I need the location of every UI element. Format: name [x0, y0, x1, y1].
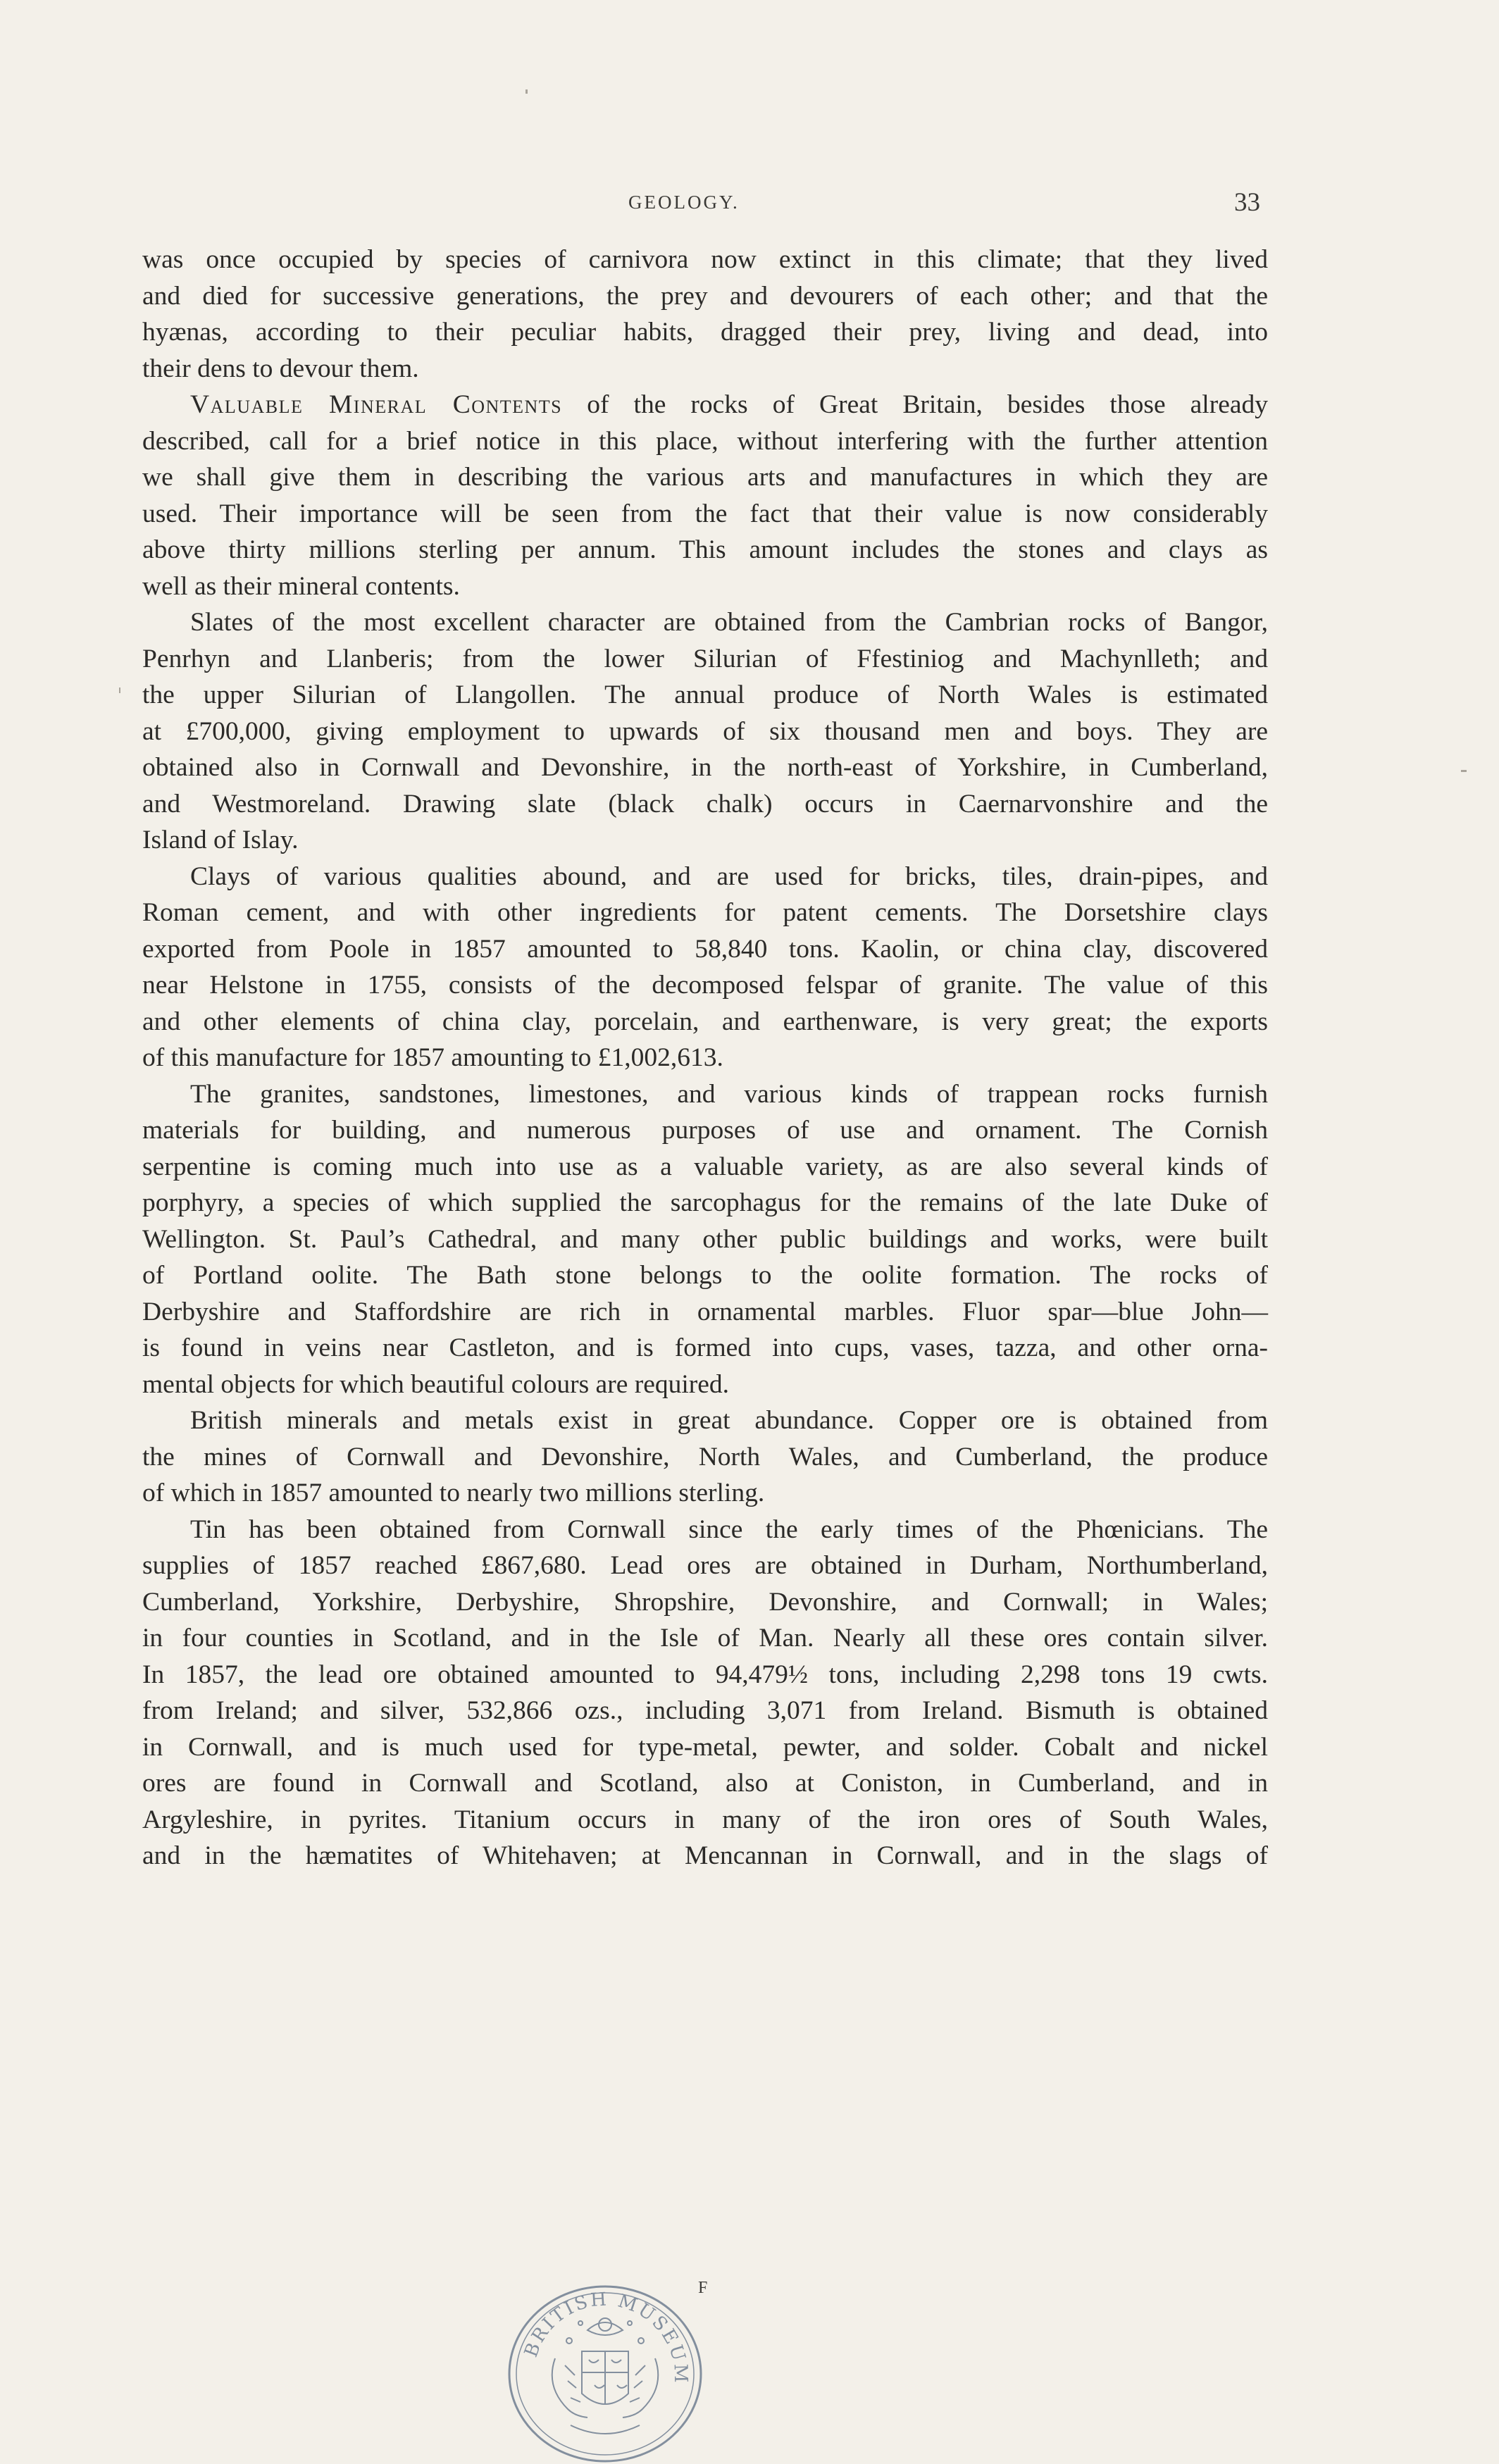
text-line-content: and Westmoreland. Drawing slate (black chalk) occurs in Caernarvonshire and the — [142, 789, 1268, 819]
text-line — [142, 1221, 1268, 1258]
signature-mark: F — [698, 2279, 708, 2297]
text-line — [142, 568, 1268, 605]
text-line-content: of which in 1857 amounted to nearly two millions sterling. — [142, 1479, 765, 1507]
text-line — [142, 242, 1268, 278]
text-line-content: mental objects for which beautiful colours are required. — [142, 1369, 730, 1399]
text-line — [142, 1367, 1268, 1403]
text-line — [142, 604, 1268, 641]
text-line — [142, 677, 1268, 714]
body-text — [142, 242, 1268, 1874]
text-line — [142, 351, 1268, 387]
text-line-content: The granites, sandstones, limestones, and various kinds of trappean rocks furnish — [190, 1079, 1268, 1109]
text-line — [142, 967, 1268, 1004]
text-line — [142, 822, 1268, 859]
text-line-content: of Portland oolite. The Bath stone belongs to the oolite formation. The rocks of — [142, 1261, 1268, 1290]
text-line-content: described, call for a brief notice in this place, without interfering with the further attention — [142, 426, 1268, 456]
text-line — [142, 1548, 1268, 1584]
text-line-content: In 1857, the lead ore obtained amounted to 94,479½ tons, including 2,298 tons 19 cwts. — [142, 1660, 1268, 1689]
text-line-content: Cumberland, Yorkshire, Derbyshire, Shropshire, Devonshire, and Cornwall; in Wales; — [142, 1587, 1268, 1617]
text-line — [142, 1330, 1268, 1367]
text-line-content: above thirty millions sterling per annum. This amount includes the stones and clays as — [142, 535, 1268, 564]
text-line-content: the upper Silurian of Llangollen. The annual produce of North Wales is estimated — [142, 680, 1268, 709]
text-line-content: and other elements of china clay, porcelain, and earthenware, is very great; the exports — [142, 1007, 1268, 1036]
text-line — [142, 1040, 1268, 1076]
text-line-content: Tin has been obtained from Cornwall since the early times of the Phœnicians. The — [190, 1514, 1268, 1544]
text-line — [142, 1185, 1268, 1221]
text-line-content: hyænas, according to their peculiar habits, dragged their prey, living and dead, into — [142, 318, 1268, 347]
text-line — [142, 1076, 1268, 1113]
text-line-content: the mines of Cornwall and Devonshire, North Wales, and Cumberland, the produce — [142, 1442, 1268, 1471]
stamp-legend: BRITISH MUSEUM — [521, 2289, 692, 2385]
running-head-title: GEOLOGY. — [628, 192, 740, 213]
text-line — [142, 1149, 1268, 1186]
text-line-content: well as their mineral contents. — [142, 571, 460, 601]
text-line-content: obtained also in Cornwall and Devonshire, in the north-east of Yorkshire, in Cumberland, — [142, 753, 1268, 782]
text-line-content: was once occupied by species of carnivora now extinct in this climate; that they lived — [142, 245, 1268, 274]
text-line — [142, 931, 1268, 968]
text-line — [142, 423, 1268, 460]
text-line — [142, 1657, 1268, 1693]
text-line-content: Derbyshire and Staffordshire are rich in ornamental marbles. Fluor spar—blue John— — [142, 1297, 1268, 1326]
text-line — [142, 532, 1268, 568]
text-line-content: Clays of various qualities abound, and are used for bricks, tiles, drain-pipes, and — [190, 861, 1268, 891]
text-line-content: Slates of the most excellent character are obtained from the Cambrian rocks of Bangor, — [190, 608, 1268, 637]
text-line — [142, 1802, 1268, 1838]
text-line — [142, 1765, 1268, 1802]
text-line-content: Roman cement, and with other ingredients for patent cements. The Dorsetshire clays — [142, 898, 1268, 927]
paper-speck — [1461, 770, 1467, 772]
text-line — [142, 1004, 1268, 1040]
text-line — [142, 786, 1268, 823]
text-line-content: serpentine is coming much into use as a valuable variety, as are also several kinds of — [142, 1152, 1268, 1181]
text-line-content: in four counties in Scotland, and in the Isle of Man. Nearly all these ores contain silver. — [142, 1624, 1268, 1653]
text-line-content: Penrhyn and Llanberis; from the lower Silurian of Ffestiniog and Machynlleth; and — [142, 644, 1268, 673]
text-line — [142, 459, 1268, 496]
text-line-content: exported from Poole in 1857 amounted to 58,840 tons. Kaolin, or china clay, discovered — [142, 934, 1268, 964]
text-line-content: Wellington. St. Paul’s Cathedral, and many other public buildings and works, were built — [142, 1224, 1268, 1254]
british-museum-stamp-icon — [506, 2281, 704, 2464]
text-line — [142, 1620, 1268, 1657]
text-line — [142, 1112, 1268, 1149]
text-line — [142, 1475, 1268, 1512]
text-line — [142, 314, 1268, 351]
text-line-content: in Cornwall, and is much used for type-metal, pewter, and solder. Cobalt and nickel — [142, 1732, 1268, 1762]
text-line-content: near Helstone in 1755, consists of the decomposed felspar of granite. The value of this — [142, 971, 1268, 1000]
text-line — [142, 1294, 1268, 1331]
text-line — [142, 1693, 1268, 1729]
text-line — [142, 1584, 1268, 1621]
text-line — [142, 749, 1268, 786]
paper-speck — [525, 89, 528, 94]
text-line-content: their dens to devour them. — [142, 354, 419, 383]
text-line — [142, 1257, 1268, 1294]
text-line-content: is found in veins near Castleton, and is formed into cups, vases, tazza, and other orna- — [142, 1333, 1268, 1362]
text-line — [142, 1838, 1268, 1874]
text-line — [142, 859, 1268, 895]
text-line — [142, 1512, 1268, 1548]
text-line — [142, 496, 1268, 533]
text-line-content: and died for successive generations, the prey and devourers of each other; and that the — [142, 281, 1268, 311]
text-line-content: at £700,000, giving employment to upwards of six thousand men and boys. They are — [142, 716, 1268, 746]
text-line-content: materials for building, and numerous purposes of use and ornament. The Cornish — [142, 1116, 1268, 1145]
text-line — [142, 895, 1268, 931]
text-line — [142, 641, 1268, 678]
text-line-content: from Ireland; and silver, 532,866 ozs., including 3,071 from Ireland. Bismuth is obtained — [142, 1696, 1268, 1725]
text-line-content: supplies of 1857 reached £867,680. Lead ores are obtained in Durham, Northumberland, — [142, 1551, 1268, 1580]
section-heading-smallcaps: Valuable Mineral Contents — [190, 390, 563, 419]
text-line — [142, 1729, 1268, 1766]
text-line — [142, 387, 1268, 423]
text-line-content: of this manufacture for 1857 amounting to £1,002,613. — [142, 1043, 723, 1072]
text-line — [142, 714, 1268, 750]
page-number: 33 — [1234, 188, 1260, 217]
text-line — [142, 278, 1268, 315]
text-line-content: Island of Islay. — [142, 826, 299, 854]
text-line-content: used. Their importance will be seen from the fact that their value is now considerably — [142, 499, 1268, 528]
text-line — [142, 1439, 1268, 1476]
text-line-content: porphyry, a species of which supplied the sarcophagus for the remains of the late Duke of — [142, 1188, 1268, 1217]
text-line-content: and in the hæmatites of Whitehaven; at Mencannan in Cornwall, and in the slags of — [142, 1841, 1268, 1870]
text-line-content: of the rocks of Great Britain, besides those already — [587, 390, 1268, 419]
text-line-content: ores are found in Cornwall and Scotland, also at Coniston, in Cumberland, and in — [142, 1769, 1268, 1798]
text-line-content: we shall give them in describing the various arts and manufactures in which they are — [142, 463, 1268, 492]
text-line — [142, 1402, 1268, 1439]
text-line-content: Argyleshire, in pyrites. Titanium occurs in many of the iron ores of South Wales, — [142, 1805, 1268, 1834]
paper-speck — [119, 687, 120, 693]
text-line-content: British minerals and metals exist in great abundance. Copper ore is obtained from — [190, 1406, 1268, 1435]
